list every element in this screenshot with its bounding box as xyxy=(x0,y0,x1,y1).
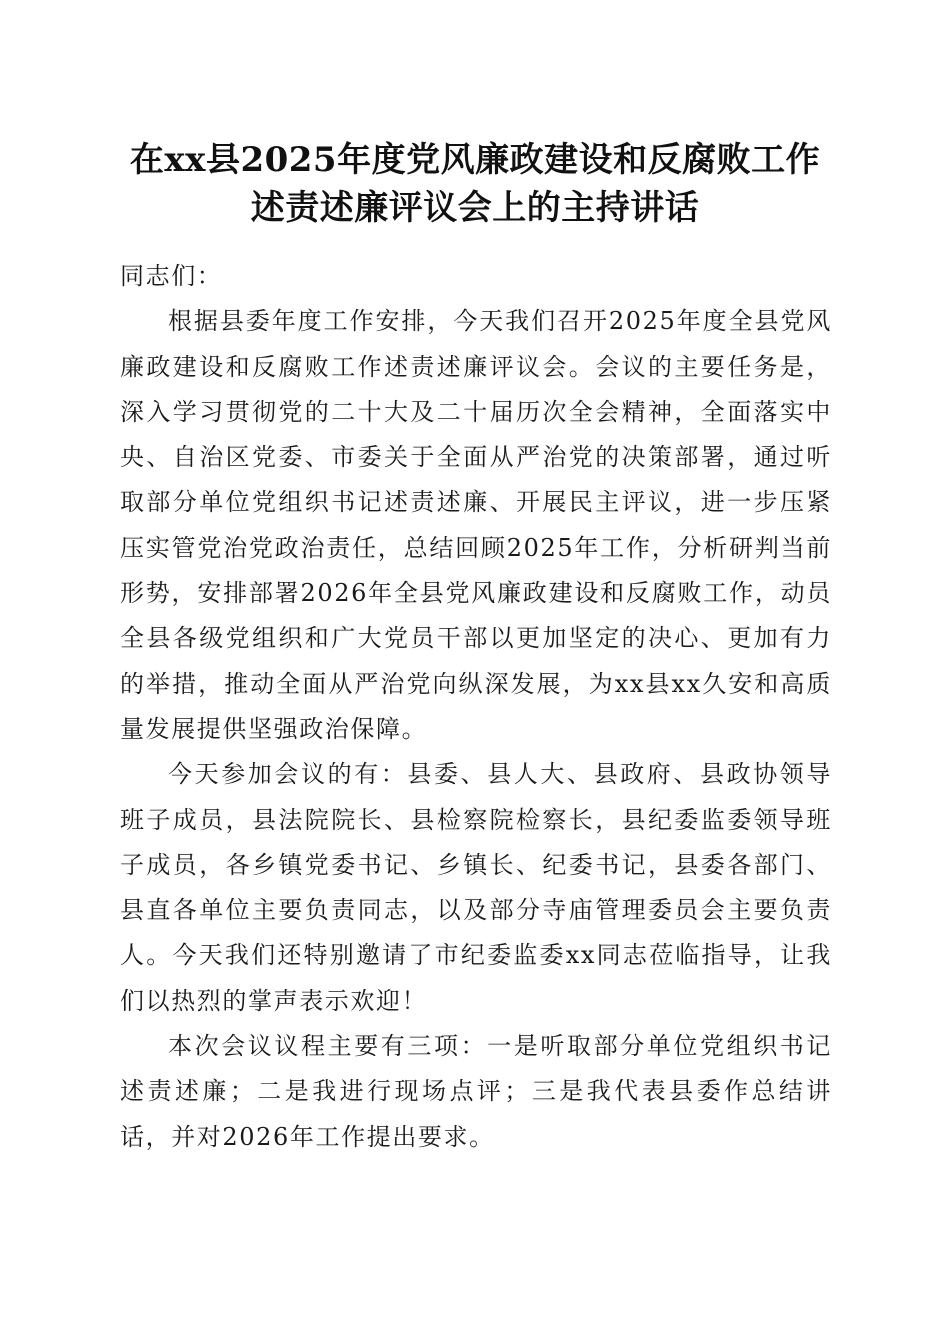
salutation: 同志们： xyxy=(120,262,223,290)
title-line-2: 述责述廉评议会上的主持讲话 xyxy=(250,188,700,228)
paragraph-attendees: 今天参加会议的有：县委、县人大、县政府、县政协领导班子成员，县法院院长、县检察院检察长，县纪委监委领导班子成员，各乡镇党委书记、乡镇长、纪委书记，县委各部门、县直各单位主要负责同志，以及部分寺庙管理委员会主要负责人。今天我们还特别邀请了市纪委监委xx同志莅临指导，让我们以热烈的掌声表示欢迎！ xyxy=(120,760,832,1015)
title-line-1: 在xx县2025年度党风廉政建设和反腐败工作 xyxy=(129,140,821,180)
document-title xyxy=(110,136,840,232)
document-body xyxy=(120,254,832,1160)
paragraph-agenda: 本次会议议程主要有三项：一是听取部分单位党组织书记述责述廉；二是我进行现场点评；三是我代表县委作总结讲话，并对2026年工作提出要求。 xyxy=(120,1032,832,1151)
paragraph-meeting-purpose: 根据县委年度工作安排，今天我们召开2025年度全县党风廉政建设和反腐败工作述责述廉评议会。会议的主要任务是，深入学习贯彻党的二十大及二十届历次全会精神，全面落实中央、自治区党委、市委关于全面从严治党的决策部署，通过听取部分单位党组织书记述责述廉、开展民主评议，进一步压紧压实管党治党政治责任，总结回顾2025年工作，分析研判当前形势，安排部署2026年全县党风廉政建设和反腐败工作，动员全县各级党组织和广大党员干部以更加坚定的决心、更加有力的举措，推动全面从严治党向纵深发展，为xx县xx久安和高质量发展提供坚强政治保障。 xyxy=(120,307,832,743)
